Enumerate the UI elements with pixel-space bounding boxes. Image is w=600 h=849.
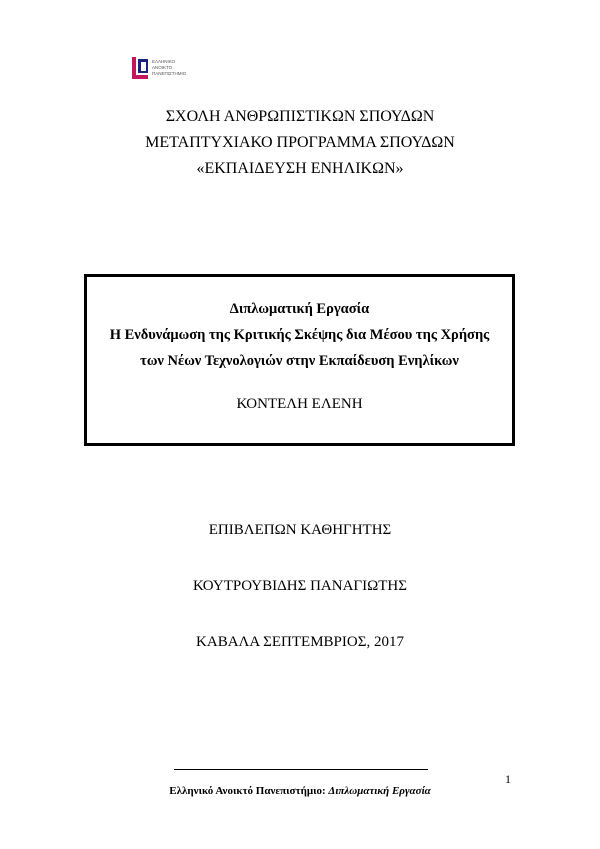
footer-university: Ελληνικό Ανοικτό Πανεπιστήμιο:: [169, 785, 329, 797]
university-logo-icon: [130, 54, 196, 82]
program-title: «ΕΚΠΑΙΔΕΥΣΗ ΕΝΗΛΙΚΩΝ»: [196, 160, 404, 177]
page-footer: [0, 785, 600, 797]
place-date: ΚΑΒΑΛΑ ΣΕΠΤΕΜΒΡΙΟΣ, 2017: [196, 634, 404, 650]
thesis-author: ΚΟΝΤΕΛΗ ΕΛΕΝΗ: [236, 396, 363, 412]
school-name: ΣΧΟΛΗ ΑΝΘΡΩΠΙΣΤΙΚΩΝ ΣΠΟΥΔΩΝ: [165, 108, 435, 125]
program-name: ΜΕΤΑΠΤΥΧΙΑΚΟ ΠΡΟΓΡΑΜΜΑ ΣΠΟΥΔΩΝ: [145, 134, 455, 151]
supervisor-label: ΕΠΙΒΛΕΠΩΝ ΚΑΘΗΓΗΤΗΣ: [208, 522, 392, 538]
thesis-title-line-2: των Νέων Τεχνολογιών στην Εκπαίδευση Ενηλίκων: [140, 353, 459, 369]
logo-text-line-3: ΠΑΝΕΠΙΣΤΗΜΙΟ: [152, 71, 187, 76]
page-number: 1: [505, 772, 511, 786]
thesis-type: Διπλωματική Εργασία: [229, 301, 370, 317]
logo-text-line-2: ΑΝΟΙΚΤΟ: [152, 65, 173, 70]
footer-divider: [174, 769, 428, 770]
supervisor-name: ΚΟΥΤΡΟΥΒΙΔΗΣ ΠΑΝΑΓΙΩΤΗΣ: [193, 578, 407, 594]
school-header: [0, 104, 600, 182]
footer-doc-type: Διπλωματική Εργασία: [328, 785, 431, 797]
thesis-title-box: [84, 274, 515, 446]
thesis-title-line-1: Η Ενδυνάμωση της Κριτικής Σκέψης δια Μέσου της Χρήσης: [109, 327, 490, 343]
logo-text-line-1: ΕΛΛΗΝΙΚΟ: [152, 59, 176, 64]
